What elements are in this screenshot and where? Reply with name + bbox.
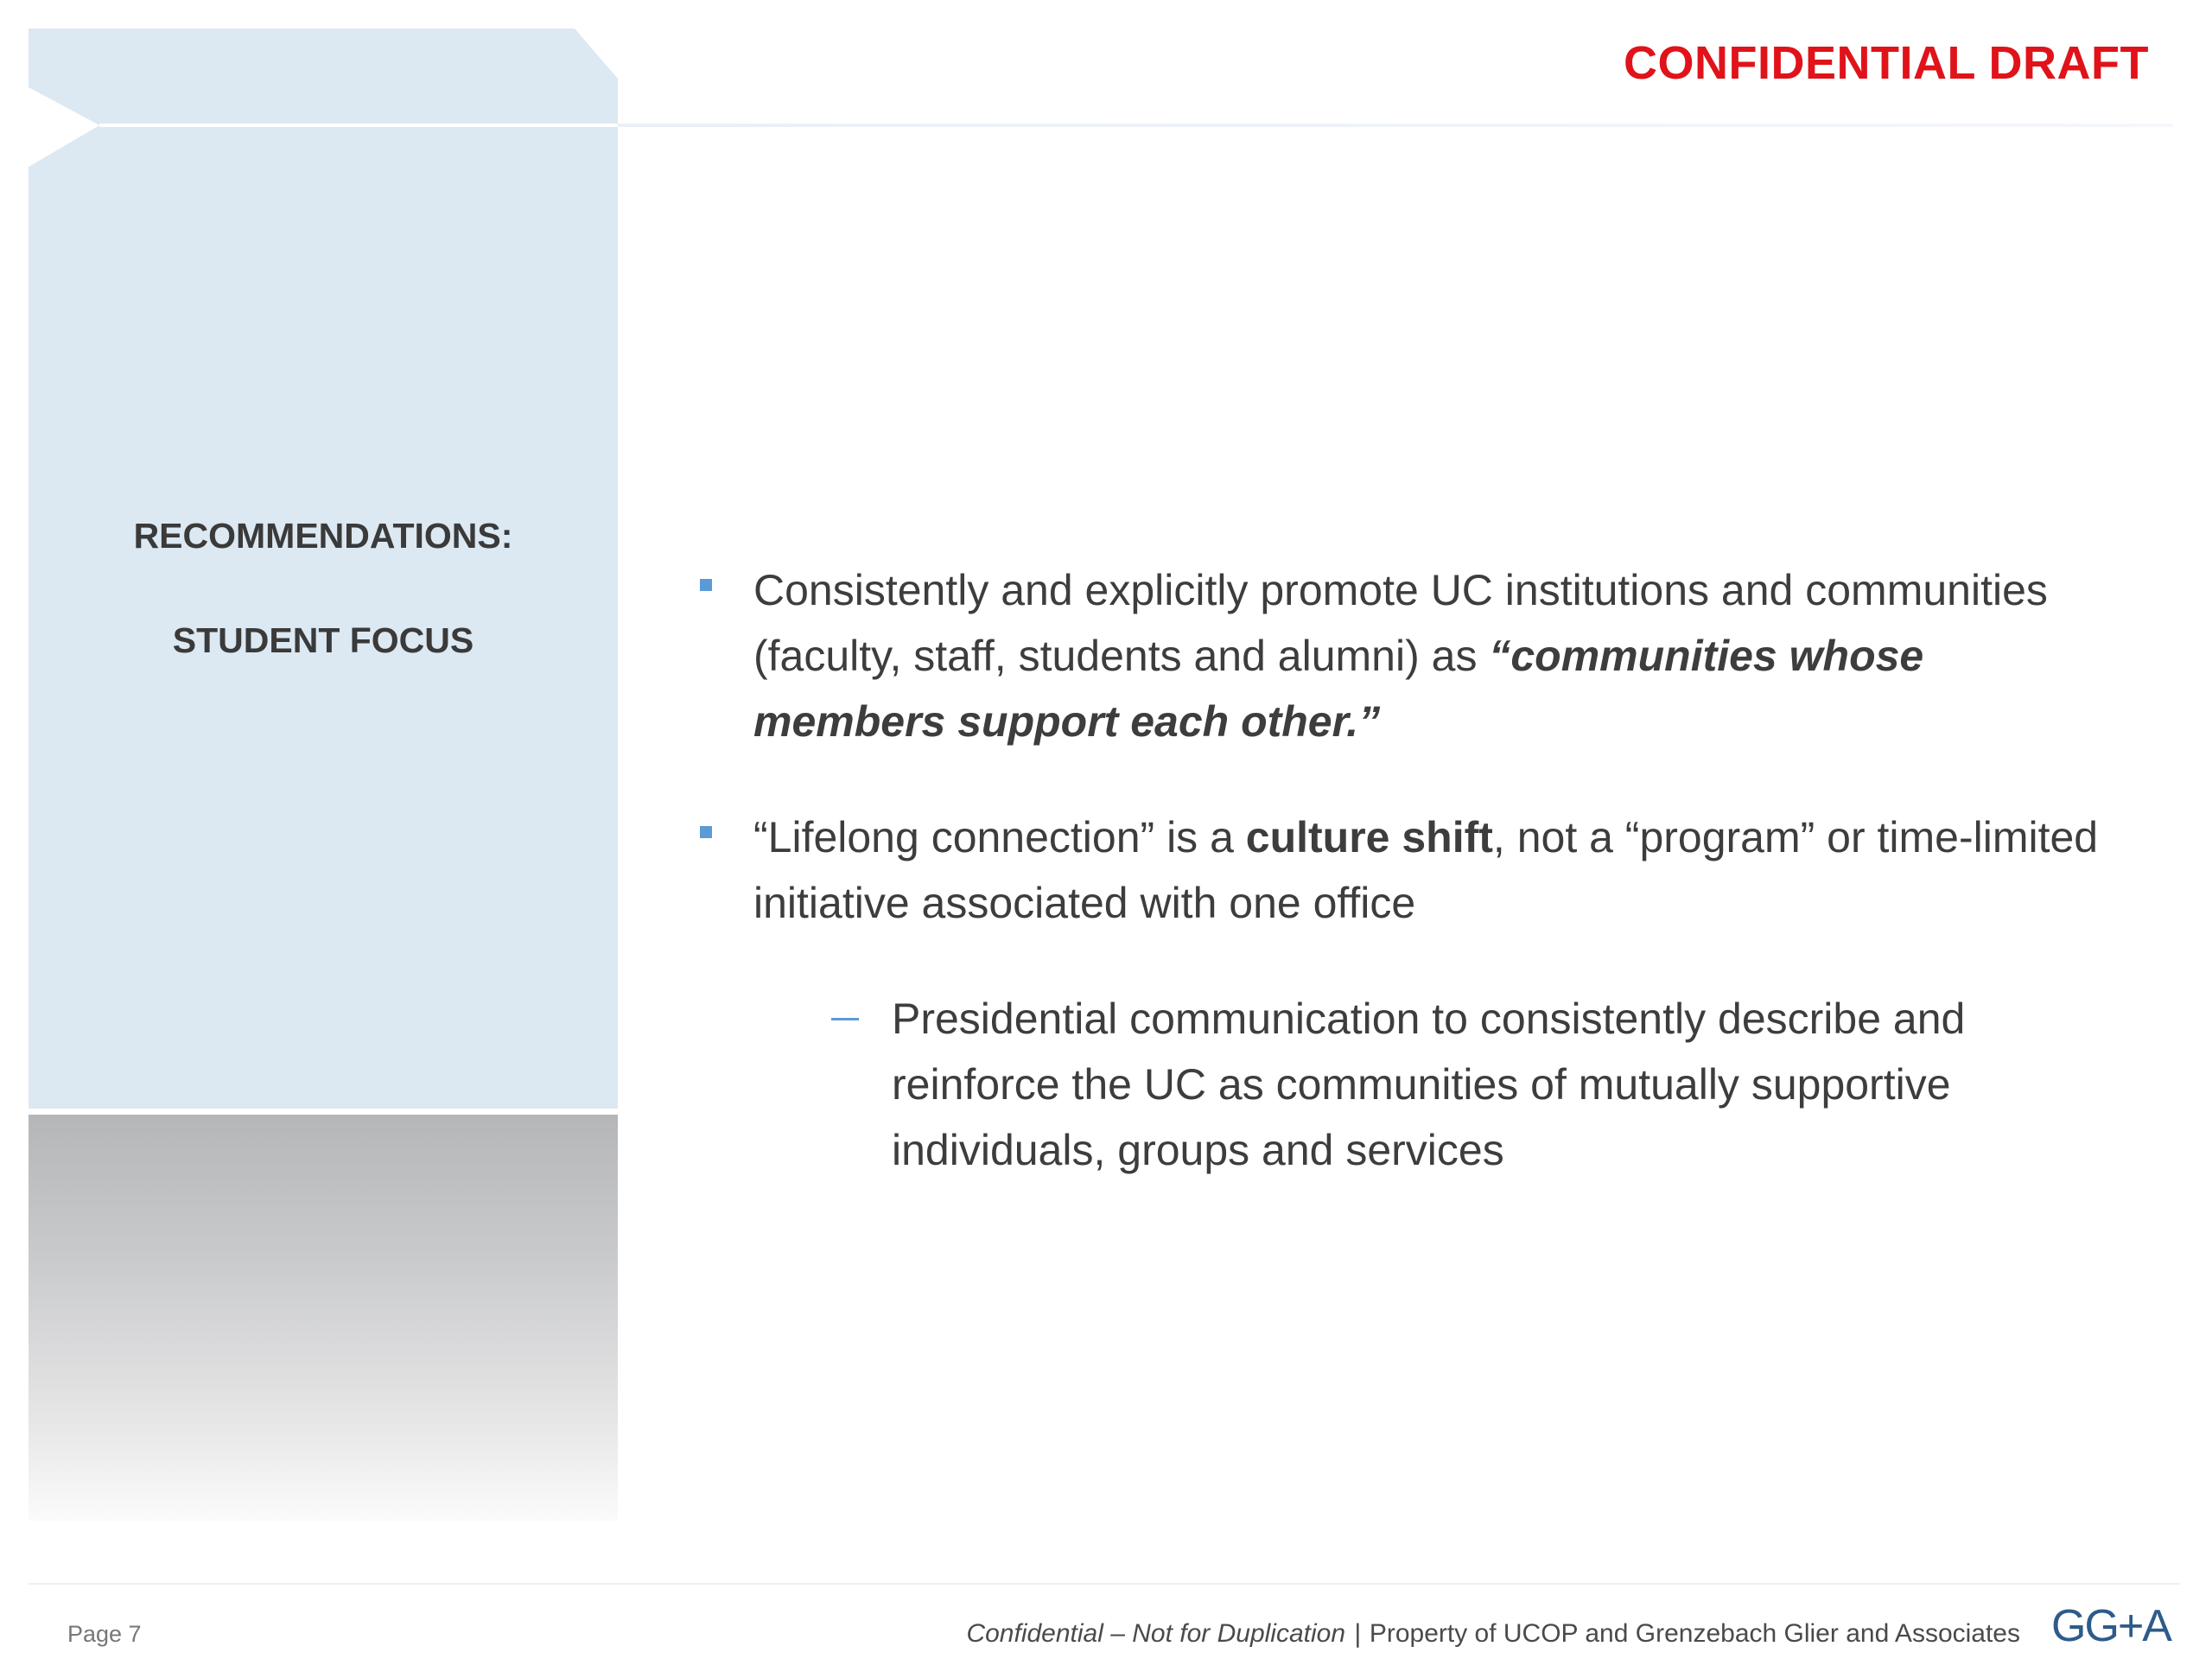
bullet-item: [700, 804, 2117, 1183]
side-panel: [29, 29, 618, 1109]
bullet-text-continued: , not a “program” or time-limited initiative associated with one office: [753, 813, 2099, 927]
header-rule: [618, 124, 2173, 127]
confidential-draft-stamp: CONFIDENTIAL DRAFT: [1624, 37, 2149, 89]
confidential-notice: Confidential – Not for Duplication: [966, 1619, 1346, 1648]
sub-bullet-item: [753, 986, 2117, 1183]
bullet-item: [700, 557, 2117, 754]
gga-logo: GG+A: [2051, 1601, 2171, 1651]
property-notice: Property of UCOP and Grenzebach Glier and Associates: [1369, 1619, 2020, 1648]
side-gradient-block: [29, 1115, 618, 1521]
square-bullet-icon: [700, 826, 712, 838]
page-number: Page 7: [67, 1621, 142, 1647]
footer-rule: [29, 1583, 2180, 1585]
content-body: [700, 557, 2117, 1233]
bullet-emphasis: “communities whose members support each other.”: [753, 632, 1924, 746]
square-bullet-icon: [700, 579, 712, 591]
bullet-text: Consistently and explicitly promote UC institutions and communities (faculty, staff, students and alumni) as: [753, 566, 2048, 680]
bullet-emphasis: culture shift: [1245, 813, 1493, 861]
bullet-text: “Lifelong connection” is a: [753, 813, 1246, 861]
dash-bullet-icon: [831, 1018, 859, 1020]
footer-separator: |: [1354, 1619, 1361, 1648]
sub-bullet-text: Presidential communication to consistently describe and reinforce the UC as communities of mutually supportive individuals, groups and services: [892, 995, 1966, 1174]
side-panel-shape: [29, 29, 618, 1109]
section-title: RECOMMENDATIONS:: [133, 516, 513, 556]
section-subtitle: STUDENT FOCUS: [172, 620, 474, 660]
footer-notice: [966, 1619, 2020, 1649]
